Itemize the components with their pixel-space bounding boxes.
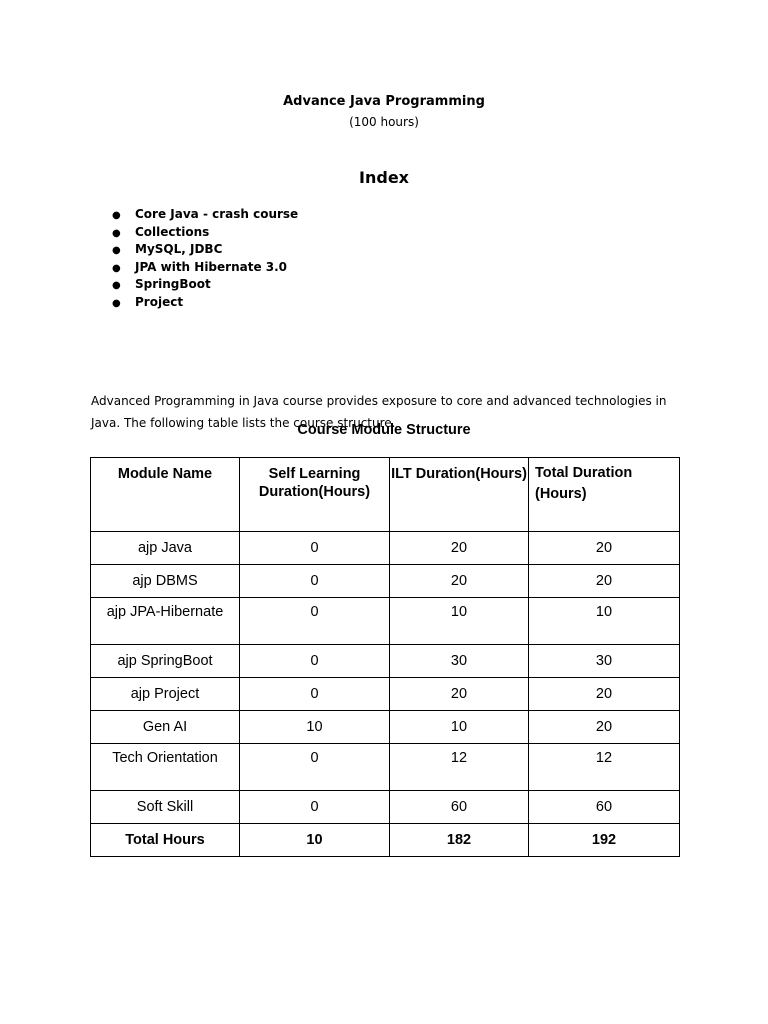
module-name-cell: ajp SpringBoot: [91, 645, 240, 678]
table-row: [91, 791, 680, 824]
index-item: [112, 294, 298, 312]
table-row: [91, 645, 680, 678]
self-learning-cell: 0: [240, 791, 390, 824]
index-list: [112, 206, 298, 311]
module-name-cell: Soft Skill: [91, 791, 240, 824]
index-item-label: MySQL, JDBC: [135, 242, 223, 256]
header-ilt-duration: ILT Duration(Hours): [390, 458, 529, 532]
total-cell: 10: [529, 598, 680, 645]
total-cell: 12: [529, 744, 680, 791]
table-row: [91, 565, 680, 598]
ilt-cell: 20: [390, 565, 529, 598]
header-module-name: Module Name: [91, 458, 240, 532]
table-row: [91, 744, 680, 791]
header-total-duration: Total Duration (Hours): [529, 458, 680, 532]
bullet-icon: ●: [112, 210, 121, 221]
table-row: [91, 678, 680, 711]
self-learning-cell: 0: [240, 532, 390, 565]
index-heading: Index: [359, 168, 409, 187]
index-item-label: Project: [135, 294, 184, 309]
module-name-cell: Gen AI: [91, 711, 240, 744]
total-cell: 20: [529, 711, 680, 744]
self-learning-cell: 0: [240, 678, 390, 711]
bullet-icon: ●: [112, 262, 121, 274]
table-total-row: [91, 824, 680, 857]
ilt-cell: 10: [390, 598, 529, 645]
self-learning-cell: 10: [240, 711, 390, 744]
index-item: [112, 276, 298, 294]
self-learning-cell: 0: [240, 645, 390, 678]
self-learning-cell: 0: [240, 598, 390, 645]
module-name-cell: ajp Project: [91, 678, 240, 711]
index-item-label: Collections: [135, 224, 210, 239]
index-item-label: JPA with Hibernate 3.0: [135, 259, 288, 274]
table-header-row: [91, 458, 680, 532]
ilt-cell: 20: [390, 678, 529, 711]
total-cell: 30: [529, 645, 680, 678]
total-ilt-cell: 182: [390, 824, 529, 857]
total-duration-cell: 192: [529, 824, 680, 857]
total-self-learning-cell: 10: [240, 824, 390, 857]
index-item: [112, 206, 298, 224]
table-row: [91, 532, 680, 565]
index-item: [112, 241, 298, 259]
ilt-cell: 20: [390, 532, 529, 565]
table-title: Course Module Structure: [297, 422, 471, 438]
bullet-icon: ●: [112, 227, 121, 239]
document-subtitle: (100 hours): [349, 115, 419, 129]
bullet-icon: ●: [112, 297, 121, 309]
table-row: [91, 598, 680, 645]
intro-paragraph: Advanced Programming in Java course provides exposure to core and advanced technologies in Java. The following table lists the course structure.: [91, 394, 667, 430]
bullet-icon: ●: [112, 280, 121, 291]
ilt-cell: 60: [390, 791, 529, 824]
ilt-cell: 10: [390, 711, 529, 744]
total-cell: 60: [529, 791, 680, 824]
module-name-cell: ajp JPA-Hibernate: [91, 598, 240, 645]
index-item-label: SpringBoot: [135, 277, 211, 291]
module-name-cell: ajp Java: [91, 532, 240, 565]
total-cell: 20: [529, 565, 680, 598]
ilt-cell: 30: [390, 645, 529, 678]
document-title: Advance Java Programming: [283, 94, 485, 109]
total-label-cell: Total Hours: [91, 824, 240, 857]
index-item: [112, 224, 298, 242]
header-self-learning: Self Learning Duration(Hours): [240, 458, 390, 532]
index-item-label: Core Java - crash course: [135, 207, 299, 221]
module-name-cell: Tech Orientation: [91, 744, 240, 791]
total-cell: 20: [529, 532, 680, 565]
course-module-table: [90, 457, 680, 857]
bullet-icon: ●: [112, 245, 121, 256]
self-learning-cell: 0: [240, 744, 390, 791]
total-cell: 20: [529, 678, 680, 711]
ilt-cell: 12: [390, 744, 529, 791]
module-name-cell: ajp DBMS: [91, 565, 240, 598]
table-row: [91, 711, 680, 744]
index-item: [112, 259, 298, 277]
self-learning-cell: 0: [240, 565, 390, 598]
